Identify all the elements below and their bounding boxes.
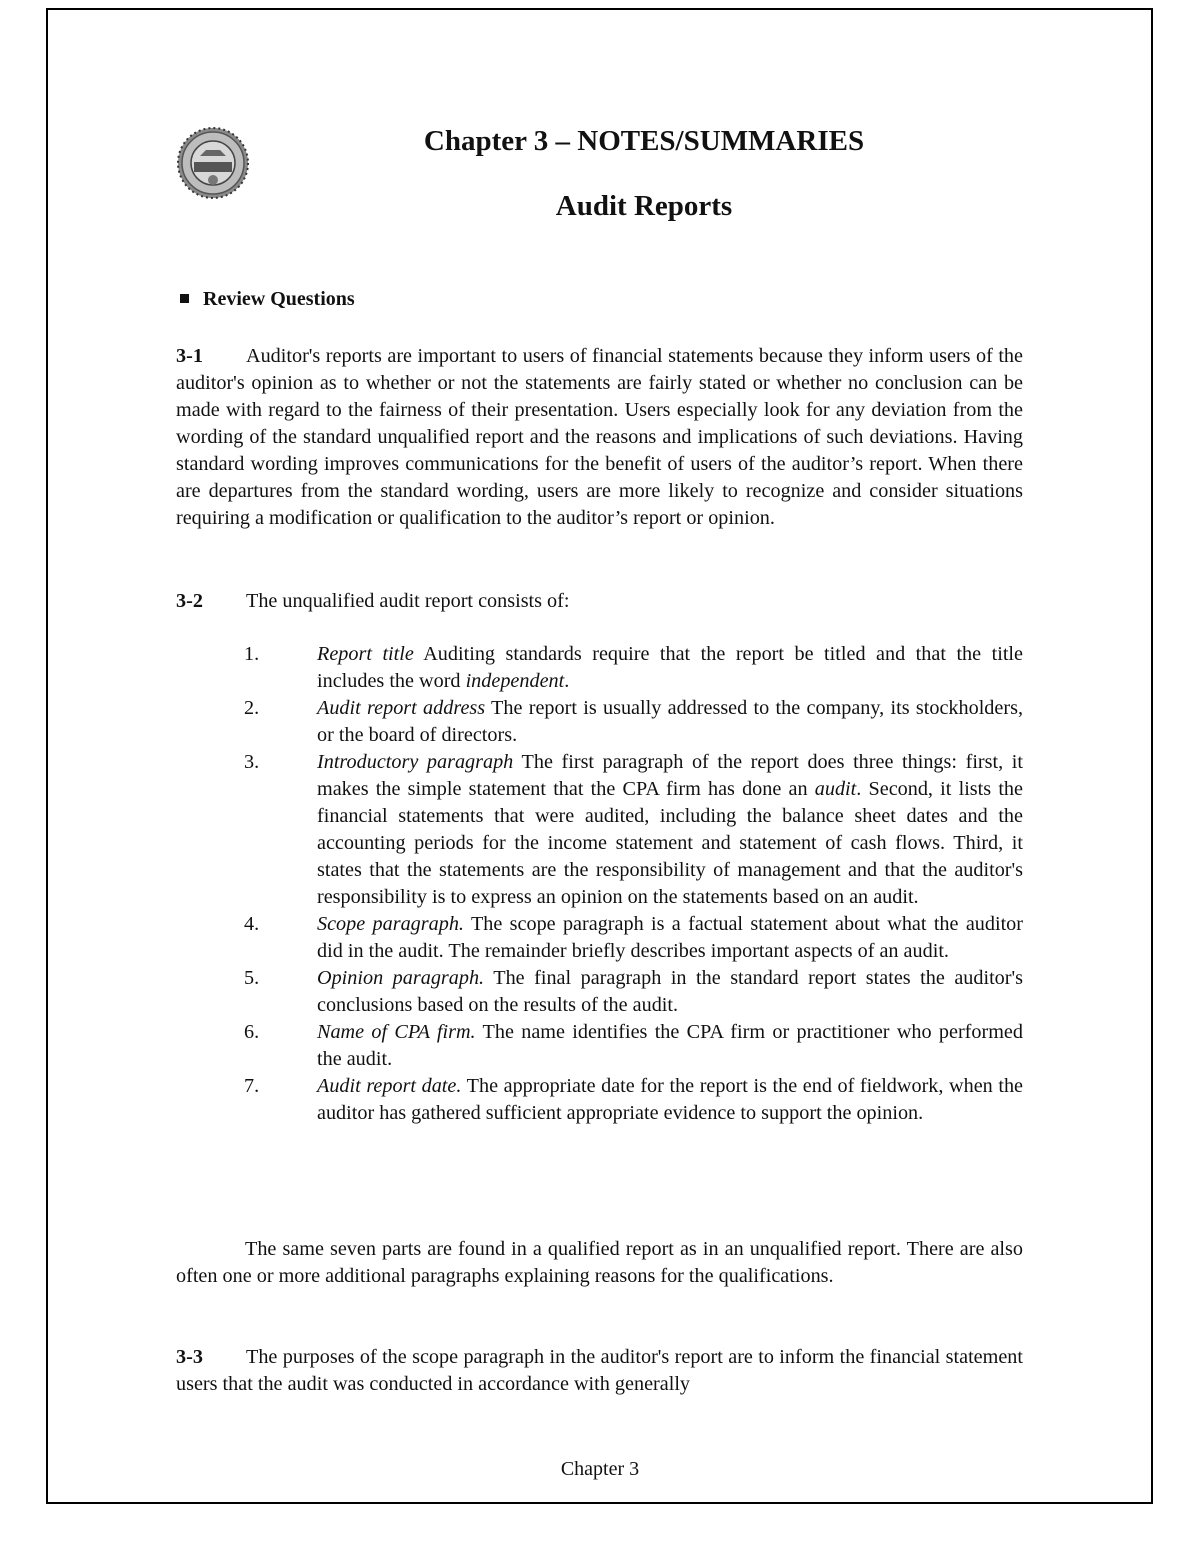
list-item-text: The appropriate date for the report is the end of fieldwork, when the auditor has gathered sufficient appropriate evidence to support the opinion. <box>317 1075 1023 1124</box>
list-item-term: Report title <box>317 643 414 665</box>
square-bullet-icon <box>180 294 189 303</box>
list-item-number: 2. <box>244 697 260 719</box>
list-item-text: The name identifies the CPA firm or practitioner who performed the audit. <box>317 1021 1023 1070</box>
list-item-number: 7. <box>244 1075 260 1097</box>
list-item-number: 1. <box>244 643 260 665</box>
list-item-number: 6. <box>244 1021 260 1043</box>
question-text: The unqualified audit report consists of: <box>246 590 570 612</box>
list-item-number: 3. <box>244 751 260 773</box>
list-item-term: Opinion paragraph. <box>317 967 485 989</box>
chapter-title: Chapter 3 – NOTES/SUMMARIES <box>423 125 865 157</box>
list-item-term: Scope paragraph. <box>317 913 464 935</box>
question-3-2-intro <box>176 588 1023 615</box>
question-number: 3-3 <box>176 1346 203 1368</box>
question-3-3 <box>176 1344 1023 1398</box>
list-item-text: The scope paragraph is a factual statement about what the auditor did in the audit. The remainder briefly describes important aspects of an audit. <box>317 913 1023 962</box>
question-text: The purposes of the scope paragraph in the auditor's report are to inform the financial statement users that the audit was conducted in accordance with generally <box>176 1346 1023 1395</box>
list-item <box>244 695 1023 749</box>
list-item <box>244 1019 1023 1073</box>
list-item-after: . <box>564 670 570 692</box>
list-item-number: 5. <box>244 967 260 989</box>
list-item-number: 4. <box>244 913 260 935</box>
question-3-1 <box>176 343 1023 532</box>
list-item-after: . Second, it lists the financial statements that were audited, including the balance sheet dates and the accounting periods for the income statement and statement of cash flows. Third, it states that the statements are the responsibility of management and that the auditor's responsibility is to express an opinion on the statements based on an audit. <box>317 778 1023 908</box>
list-item <box>244 965 1023 1019</box>
section-heading-text: Review Questions <box>203 288 355 310</box>
list-item <box>244 641 1023 695</box>
report-parts-list <box>244 641 1023 1127</box>
list-item-emphasis: independent <box>465 670 565 692</box>
list-item-term: Audit report address <box>317 697 486 719</box>
list-item-text: The first paragraph of the report does three things: first, it makes the simple statement that the CPA firm has done an <box>317 751 1023 800</box>
page-footer: Chapter 3 <box>560 1458 640 1480</box>
list-item <box>244 1073 1023 1127</box>
list-item-emphasis: audit <box>814 778 857 800</box>
list-item-text: The report is usually addressed to the company, its stockholders, or the board of directors. <box>317 697 1023 746</box>
list-item <box>244 911 1023 965</box>
list-item-term: Audit report date. <box>317 1075 462 1097</box>
list-item-text: The final paragraph in the standard report states the auditor's conclusions based on the results of the audit. <box>317 967 1023 1016</box>
list-item-text: Auditing standards require that the report be titled and that the title includes the word <box>317 643 1023 692</box>
question-3-2-closing: The same seven parts are found in a qualified report as in an unqualified report. There are also often one or more additional paragraphs explaining reasons for the qualifications. <box>176 1238 1023 1287</box>
section-heading <box>180 288 355 311</box>
list-item-term: Name of CPA firm. <box>317 1021 476 1043</box>
question-number: 3-1 <box>176 345 203 367</box>
list-item <box>244 749 1023 911</box>
question-text: Auditor's reports are important to users of financial statements because they inform users of the auditor's opinion as to whether or not the statements are fairly stated or whether no conclusion can be made with regard to the fairness of their presentation. Users especially look for any deviation from the wording of the standard unqualified report and the reasons and implications of such deviations. Having standard wording improves communications for the benefit of users of the auditor’s report. When there are departures from the standard wording, users are more likely to recognize and consider situations requiring a modification or qualification to the auditor’s report or opinion. <box>176 345 1023 529</box>
question-number: 3-2 <box>176 590 203 612</box>
chapter-subtitle: Audit Reports <box>555 190 733 222</box>
list-item-term: Introductory paragraph <box>317 751 514 773</box>
